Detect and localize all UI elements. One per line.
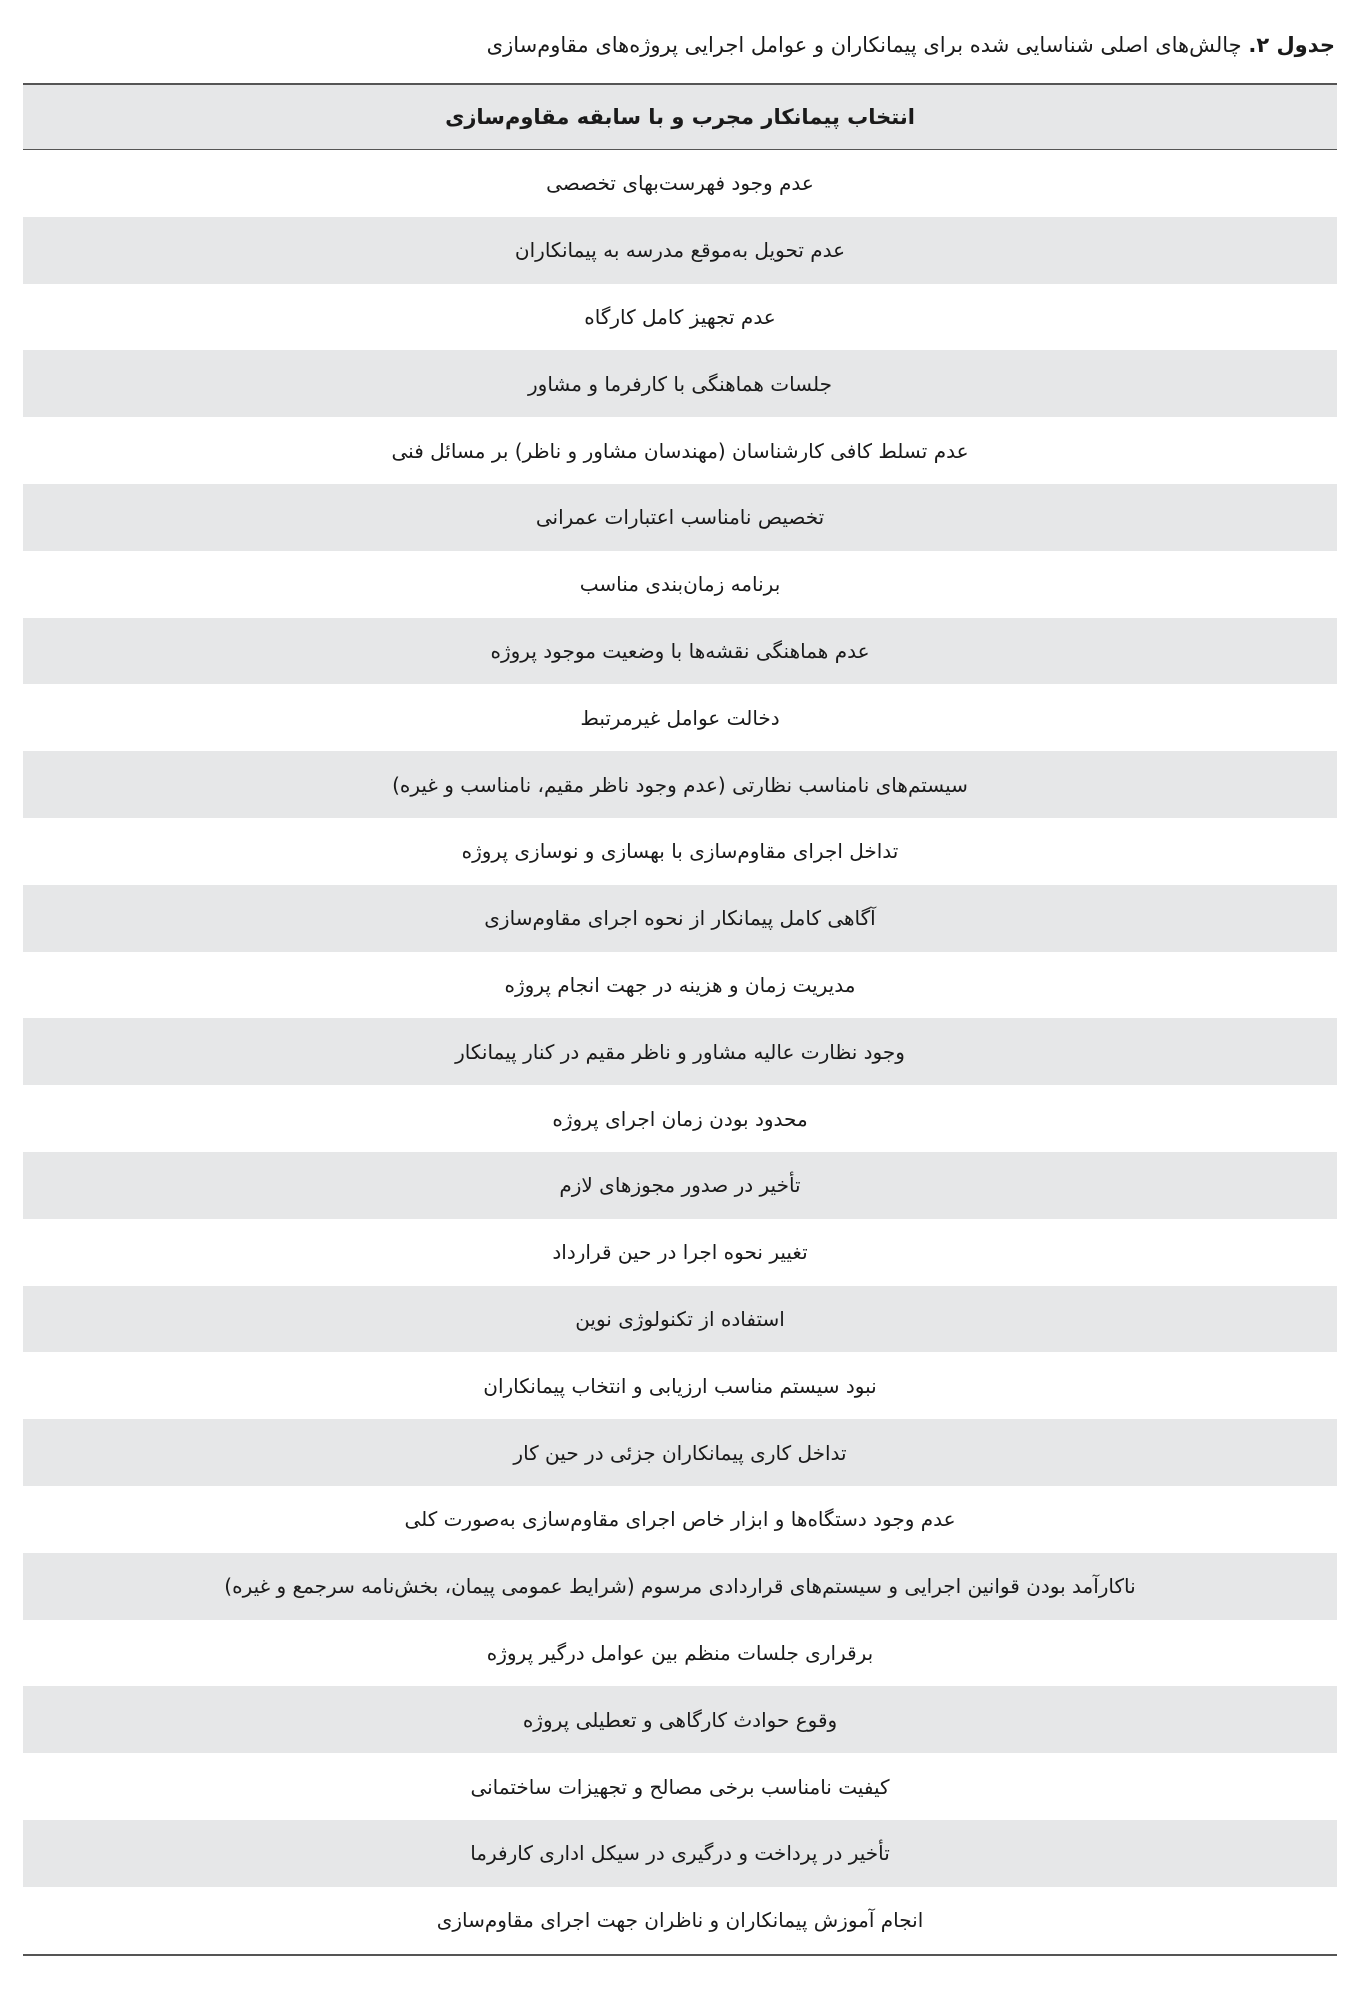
table-body (23, 150, 1337, 1954)
table-row: وقوع حوادث کارگاهی و تعطیلی پروژه (23, 1686, 1337, 1753)
table-caption (30, 30, 1335, 60)
table-row: تداخل کاری پیمانکاران جزئی در حین کار (23, 1419, 1337, 1486)
table-row: وجود نظارت عالیه مشاور و ناظر مقیم در کنار پیمانکار (23, 1018, 1337, 1085)
table-row: عدم وجود فهرست‌بهای تخصصی (546, 171, 814, 196)
caption-text: چالش‌های اصلی شناسایی شده برای پیمانکاران و عوامل اجرایی پروژه‌های مقاوم‌سازی (486, 33, 1249, 57)
table-row: کیفیت نامناسب برخی مصالح و تجهیزات ساختمانی (470, 1774, 890, 1799)
table-row: دخالت عوامل غیرمرتبط (580, 705, 780, 730)
table-row: تداخل اجرای مقاوم‌سازی با بهسازی و نوسازی پروژه (461, 839, 899, 864)
table-row: عدم تحویل به‌موقع مدرسه به پیمانکاران (23, 217, 1337, 284)
table-row: نبود سیستم مناسب ارزیابی و انتخاب پیمانکاران (483, 1373, 877, 1398)
table-row: برقراری جلسات منظم بین عوامل درگیر پروژه (486, 1640, 874, 1665)
table-row: جلسات هماهنگی با کارفرما و مشاور (23, 350, 1337, 417)
table-row: عدم وجود دستگاه‌ها و ابزار خاص اجرای مقاوم‌سازی به‌صورت کلی (404, 1507, 956, 1532)
table-row: محدود بودن زمان اجرای پروژه (552, 1106, 808, 1131)
table-header: انتخاب پیمانکار مجرب و با سابقه مقاوم‌سازی (23, 85, 1337, 150)
table-row: تأخیر در صدور مجوزهای لازم (23, 1152, 1337, 1219)
caption-label: جدول ۲. (1248, 33, 1335, 57)
challenges-table (23, 83, 1337, 1956)
table-row: مدیریت زمان و هزینه در جهت انجام پروژه (504, 972, 856, 997)
table-row: تخصیص نامناسب اعتبارات عمرانی (23, 484, 1337, 551)
table-bottom-rule (23, 1954, 1337, 1956)
table-row: سیستم‌های نامناسب نظارتی (عدم وجود ناظر مقیم، نامناسب و غیره) (23, 751, 1337, 818)
table-row: عدم تجهیز کامل کارگاه (584, 304, 776, 329)
table-row: ناکارآمد بودن قوانین اجرایی و سیستم‌های قراردادی مرسوم (شرایط عمومی پیمان، بخش‌نامه سرجمع و غیره) (23, 1553, 1337, 1620)
table-row: عدم تسلط کافی کارشناسان (مهندسان مشاور و ناظر) بر مسائل فنی (391, 438, 969, 463)
table-row: استفاده از تکنولوژی نوین (23, 1286, 1337, 1353)
table-row: عدم هماهنگی نقشه‌ها با وضعیت موجود پروژه (23, 618, 1337, 685)
table-row: تغییر نحوه اجرا در حین قرارداد (552, 1240, 808, 1265)
table-row: انجام آموزش پیمانکاران و ناظران جهت اجرای مقاوم‌سازی (436, 1908, 924, 1933)
table-row: برنامه زمان‌بندی مناسب (579, 572, 781, 597)
table-row: تأخیر در پرداخت و درگیری در سیکل اداری کارفرما (23, 1820, 1337, 1887)
table-row: آگاهی کامل پیمانکار از نحوه اجرای مقاوم‌سازی (23, 885, 1337, 952)
